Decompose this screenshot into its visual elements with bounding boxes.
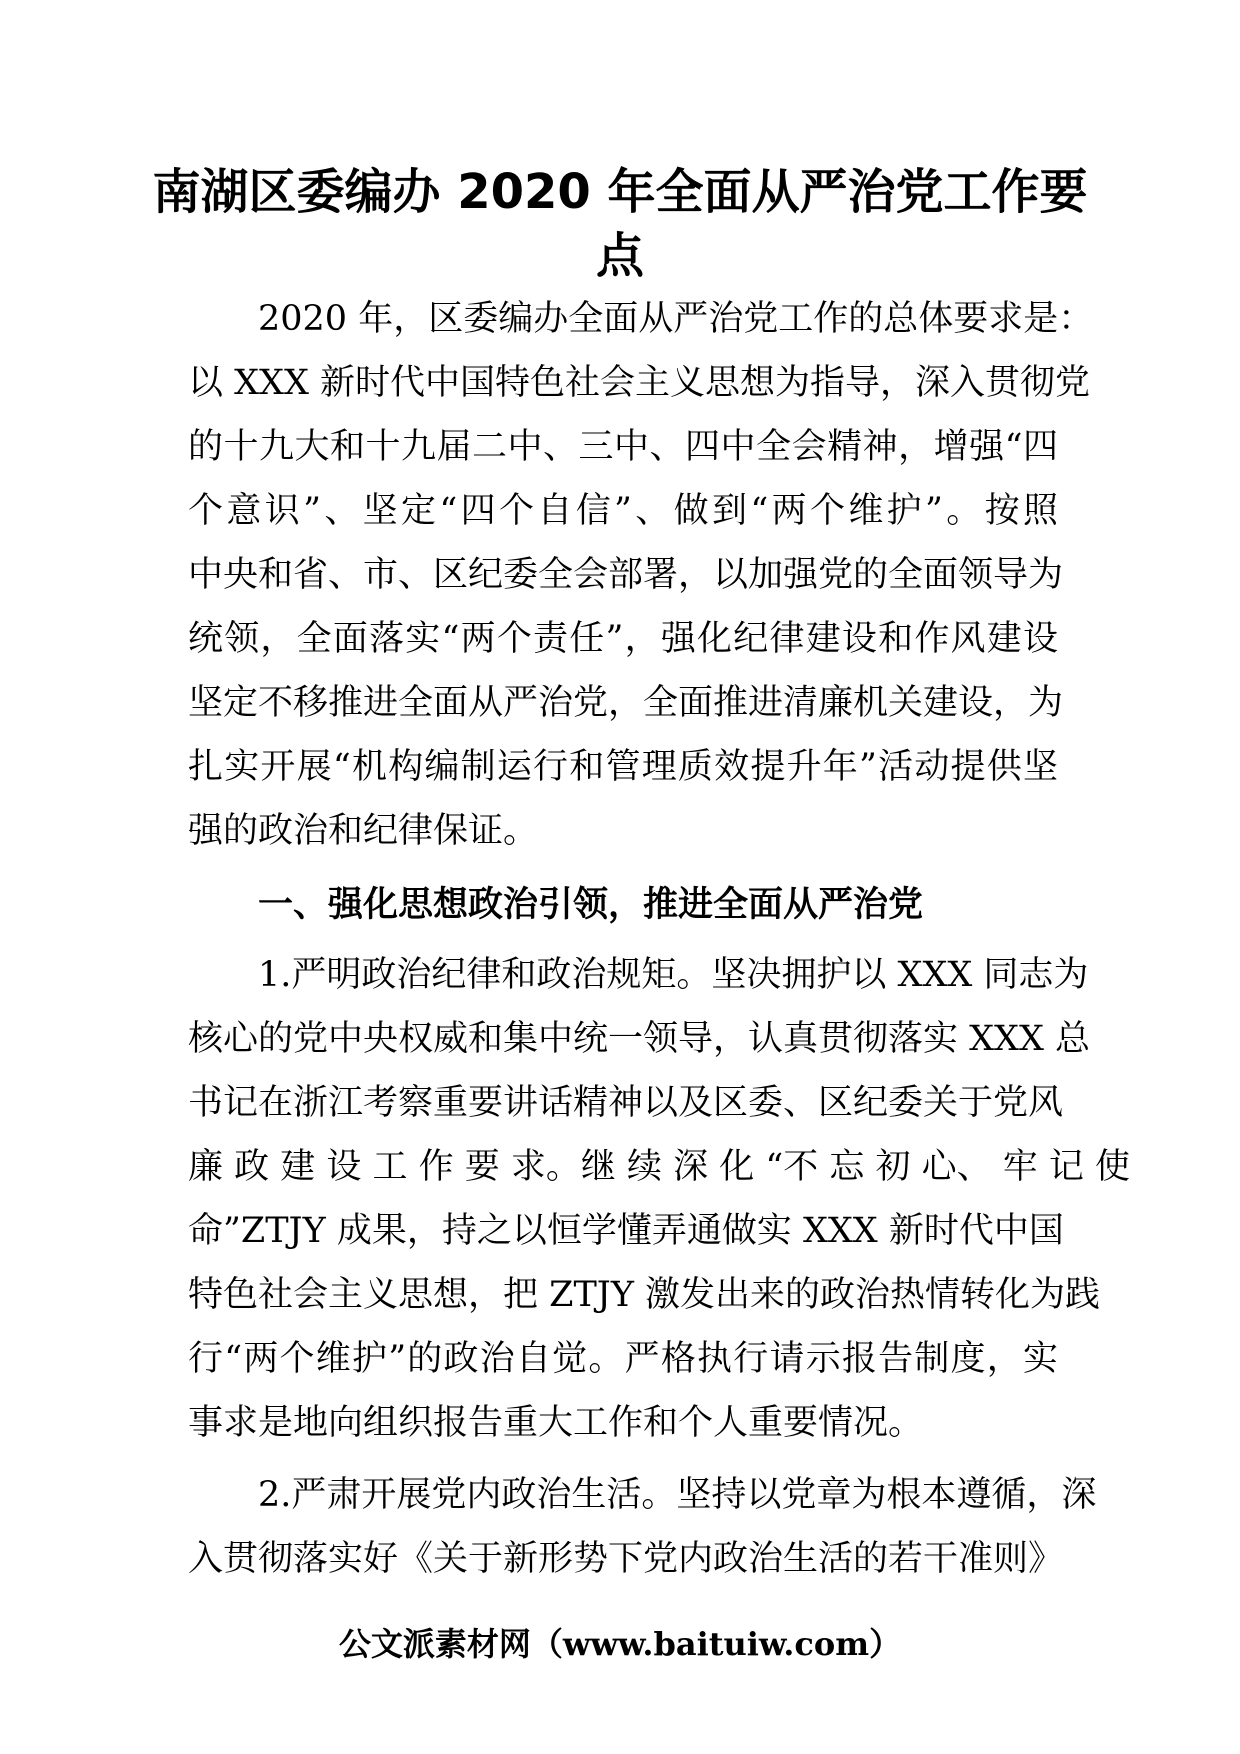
document-title-line2: 点 <box>595 228 644 284</box>
section-heading: 一、强化思想政治引领，推进全面从严治党 <box>258 885 924 925</box>
item1-line: 事求是地向组织报告重大工作和个人重要情况。 <box>188 1403 924 1443</box>
item1-line: 特色社会主义思想，把 ZTJY 激发出来的政治热情转化为践 <box>188 1275 1101 1315</box>
intro-line: 强的政治和纪律保证。 <box>188 811 539 851</box>
item2-line: 入贯彻落实好《关于新形势下党内政治生活的若干准则》 <box>188 1539 1064 1579</box>
item1-line: 行“两个维护”的政治自觉。严格执行请示报告制度，实 <box>188 1339 1058 1379</box>
intro-line: 统领，全面落实“两个责任”，强化纪律建设和作风建设 <box>188 619 1058 659</box>
intro-line: 2020 年，区委编办全面从严治党工作的总体要求是： <box>258 299 1094 339</box>
intro-line: 以 XXX 新时代中国特色社会主义思想为指导，深入贯彻党 <box>188 363 1091 403</box>
item2-line: 2.严肃开展党内政治生活。坚持以党章为根本遵循，深 <box>258 1475 1097 1515</box>
intro-line: 坚定不移推进全面从严治党，全面推进清廉机关建设，为 <box>188 683 1064 723</box>
intro-line: 个意识”、坚定“四个自信”、做到“两个维护”。按照 <box>188 491 1058 531</box>
item1-line: 廉 政 建 设 工 作 要 求。继 续 深 化 “不 忘 初 心、 牢 记 使 <box>188 1147 1131 1187</box>
footer-source: 公文派素材网（www.baituiw.com） <box>338 1625 902 1663</box>
intro-line: 中央和省、市、区纪委全会部署，以加强党的全面领导为 <box>188 555 1064 595</box>
item1-line: 核心的党中央权威和集中统一领导，认真贯彻落实 XXX 总 <box>188 1019 1091 1059</box>
document-title-line1: 南湖区委编办 2020 年全面从严治党工作要 <box>152 164 1088 220</box>
item1-line: 命”ZTJY 成果，持之以恒学懂弄通做实 XXX 新时代中国 <box>188 1211 1064 1251</box>
intro-line: 的十九大和十九届二中、三中、四中全会精神，增强“四 <box>188 427 1058 467</box>
item1-line: 1.严明政治纪律和政治规矩。坚决拥护以 XXX 同志为 <box>258 955 1089 995</box>
item1-line: 书记在浙江考察重要讲话精神以及区委、区纪委关于党风 <box>188 1083 1064 1123</box>
intro-line: 扎实开展“机构编制运行和管理质效提升年”活动提供坚 <box>188 747 1058 787</box>
